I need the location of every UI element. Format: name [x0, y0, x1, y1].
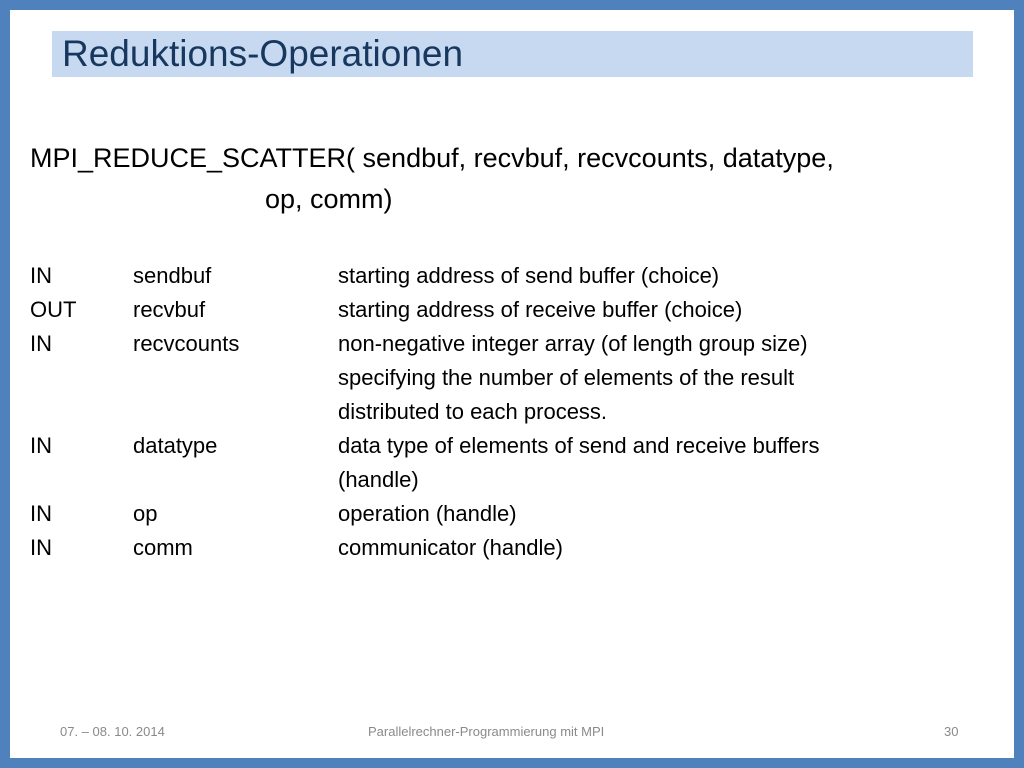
param-direction: IN [30, 263, 52, 288]
param-description: operation (handle) [338, 501, 517, 526]
param-name: recvcounts [133, 331, 240, 356]
param-direction: IN [30, 501, 52, 526]
param-direction: IN [30, 433, 52, 458]
param-description: specifying the number of elements of the result [338, 365, 795, 390]
footer-date: 07. – 08. 10. 2014 [60, 724, 165, 739]
param-name: comm [133, 535, 193, 560]
param-direction: IN [30, 331, 52, 356]
param-direction: IN [30, 535, 52, 560]
footer-page-number: 30 [944, 724, 959, 739]
param-direction: OUT [30, 297, 77, 322]
param-description: data type of elements of send and receive buffers [338, 433, 820, 458]
slide [10, 10, 1014, 758]
param-description: starting address of send buffer (choice) [338, 263, 720, 288]
signature-line-2: op, comm) [265, 184, 393, 214]
param-description: non-negative integer array (of length group size) [338, 331, 808, 356]
slide-title: Reduktions-Operationen [62, 33, 464, 74]
param-name: datatype [133, 433, 218, 458]
title-bar [52, 31, 973, 77]
signature-line-1: MPI_REDUCE_SCATTER( sendbuf, recvbuf, recvcounts, datatype, [30, 143, 834, 173]
param-description: communicator (handle) [338, 535, 563, 560]
param-description: distributed to each process. [338, 399, 608, 424]
param-name: recvbuf [133, 297, 206, 322]
param-name: sendbuf [133, 263, 212, 288]
param-description: starting address of receive buffer (choice) [338, 297, 743, 322]
param-name: op [133, 501, 158, 526]
param-description: (handle) [338, 467, 419, 492]
footer-course: Parallelrechner-Programmierung mit MPI [368, 724, 605, 739]
